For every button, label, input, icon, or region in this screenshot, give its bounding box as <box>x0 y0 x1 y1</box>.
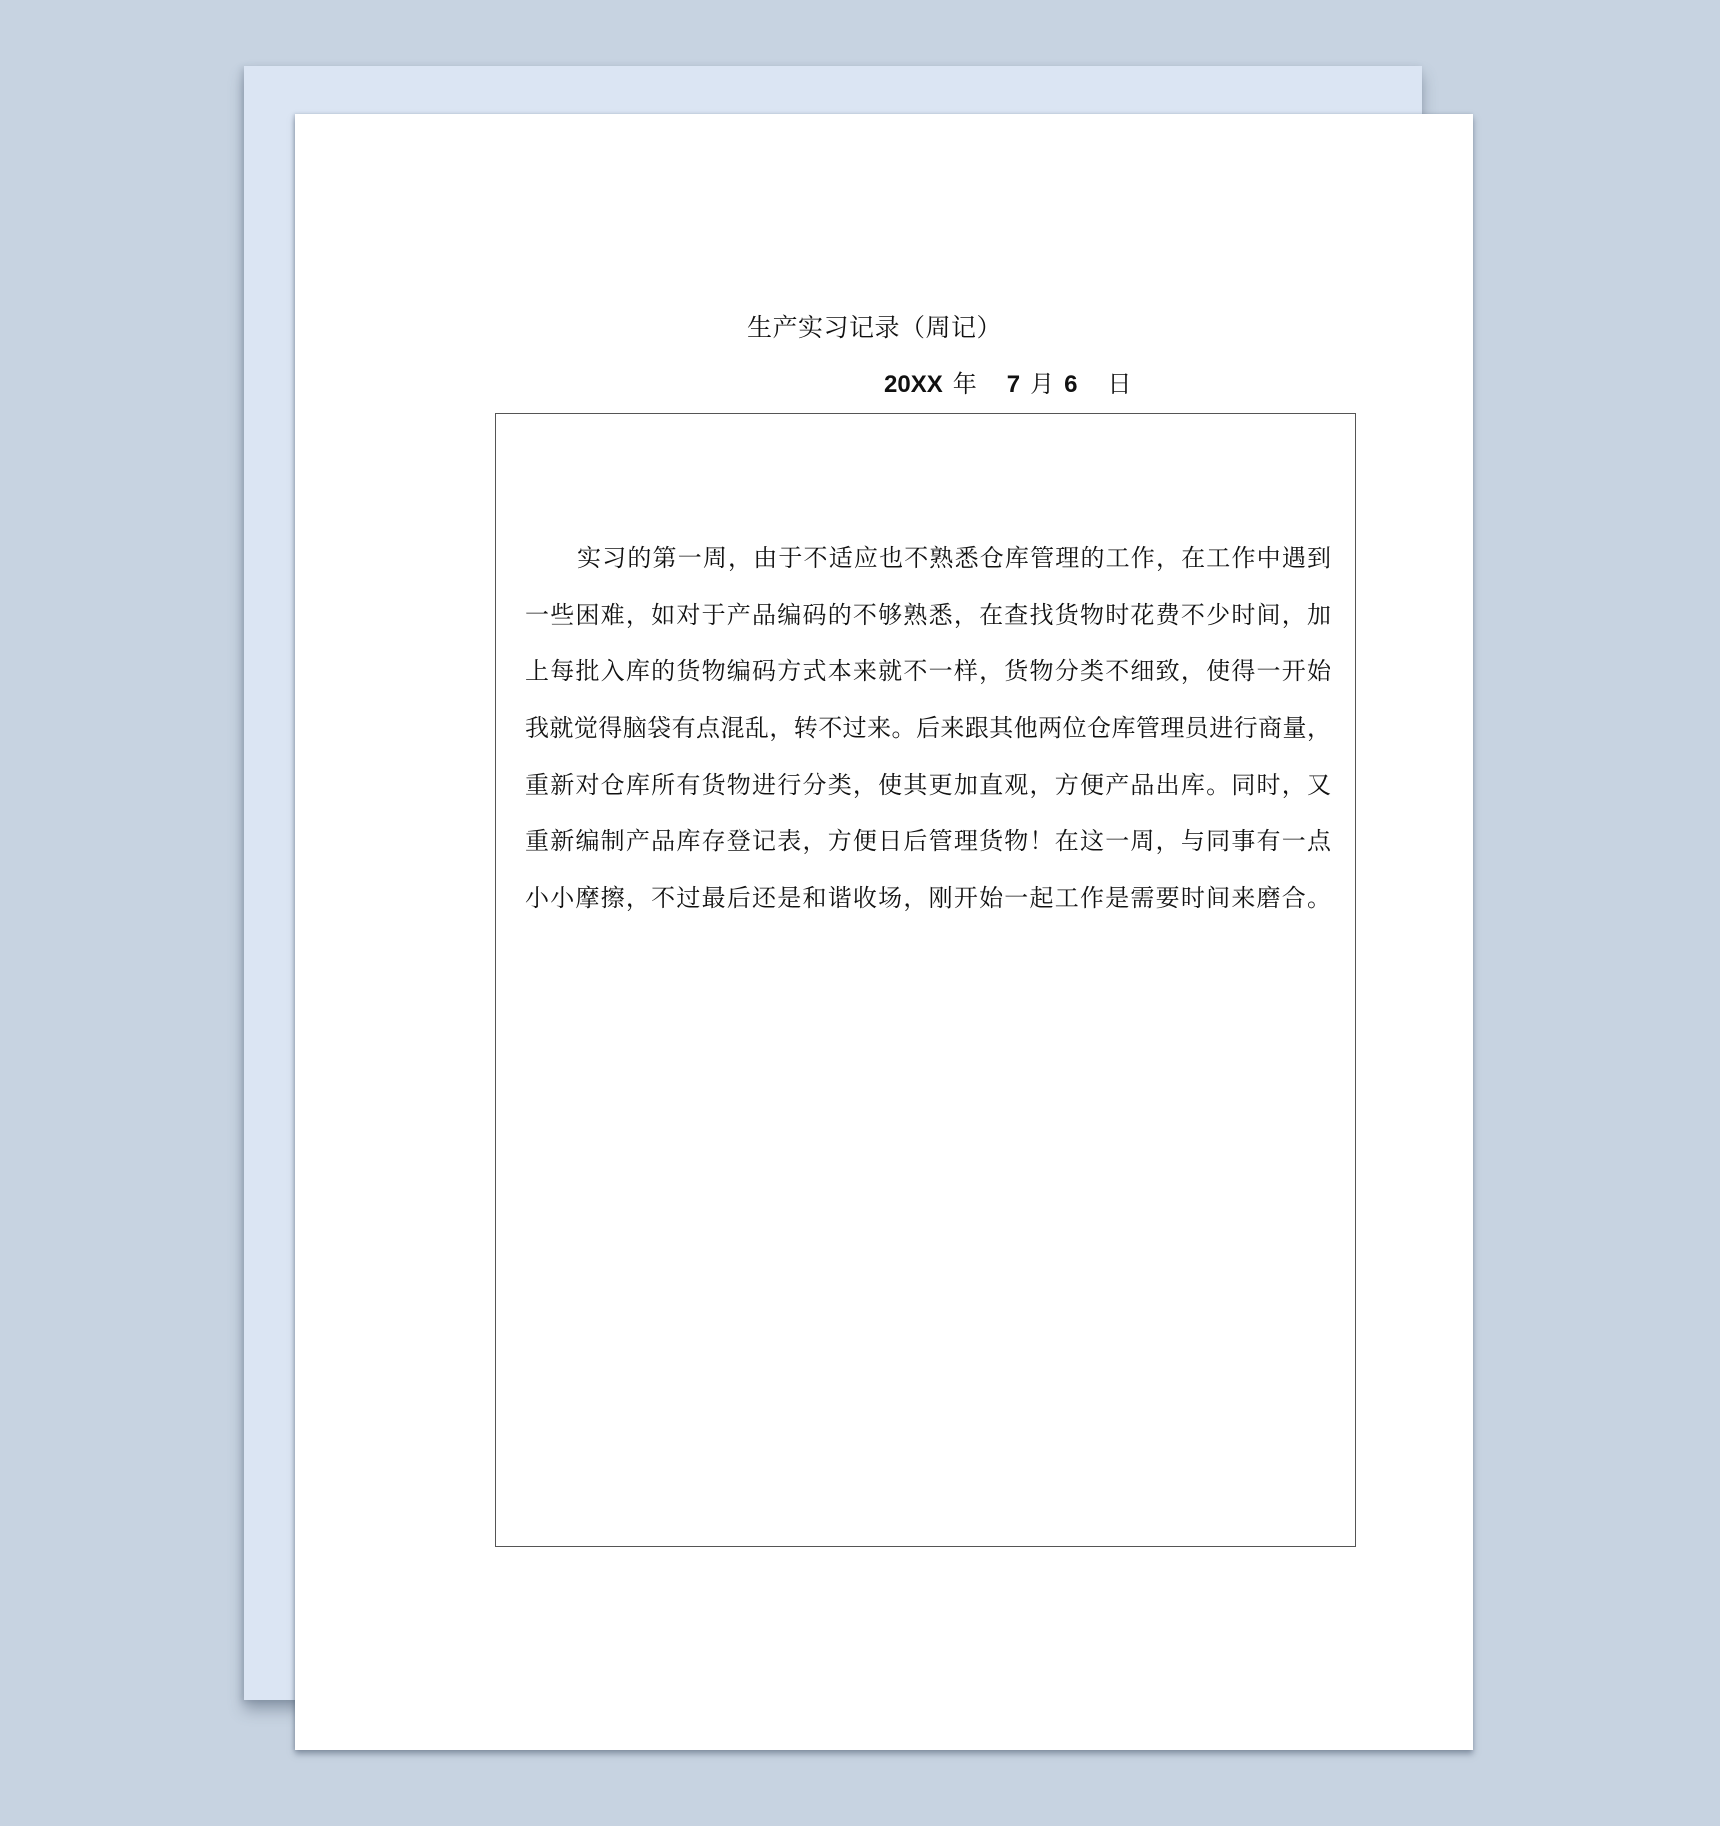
body-line: 一些困难，如对于产品编码的不够熟悉，在查找货物时花费不少时间，加 <box>525 600 1331 629</box>
body-line: 重新编制产品库存登记表，方便日后管理货物！在这一周，与同事有一点 <box>525 827 1331 856</box>
document-title: 生产实习记录（周记） <box>747 313 1003 342</box>
date-year: 20XX <box>884 371 943 398</box>
body-line: 重新对仓库所有货物进行分类，使其更加直观，方便产品出库。同时，又 <box>525 770 1331 799</box>
date-day-unit: 日 <box>1107 370 1132 398</box>
body-line: 我就觉得脑袋有点混乱，转不过来。后来跟其他两位仓库管理员进行商量， <box>525 714 1331 743</box>
body-line: 实习的第一周，由于不适应也不熟悉仓库管理的工作，在工作中遇到 <box>577 544 1331 572</box>
date-day: 6 <box>1064 371 1078 398</box>
date-month: 7 <box>1006 371 1021 398</box>
date-year-unit: 年 <box>952 370 977 398</box>
body-line: 上每批入库的货物编码方式本来就不一样，货物分类不细致，使得一开始 <box>525 657 1331 686</box>
body-line: 小小摩擦，不过最后还是和谐收场，刚开始一起工作是需要时间来磨合。 <box>525 884 1331 913</box>
journal-body-text <box>525 530 1331 927</box>
date-month-unit: 月 <box>1030 370 1055 398</box>
document-date <box>884 367 1131 402</box>
